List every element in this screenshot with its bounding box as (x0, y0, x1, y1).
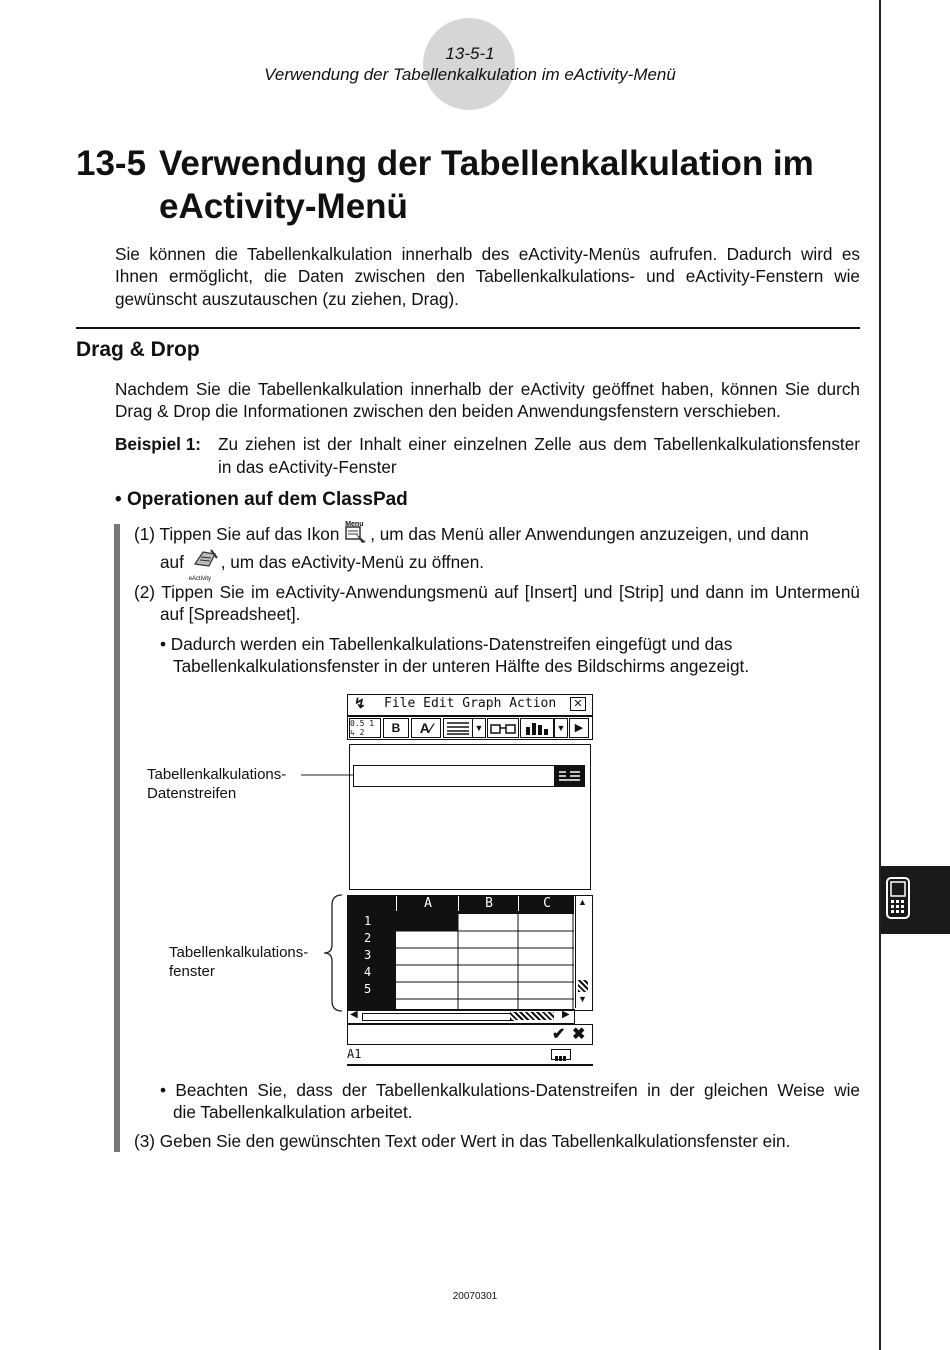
step1-line1 (134, 520, 860, 546)
dropdown-arrow-icon-2[interactable]: ▼ (554, 718, 568, 738)
row-header-bar (348, 914, 396, 1010)
row-header-3[interactable]: 3 (364, 948, 372, 962)
dragdrop-line1: Nachdem Sie die Tabellenkalkulation innerhalb der eActivity geöffnet haben, können Sie durch (115, 379, 860, 399)
row-header-2[interactable]: 2 (364, 931, 372, 945)
menu-bar (347, 694, 593, 716)
window-brace (320, 893, 346, 1013)
bar-graph-icon[interactable] (520, 718, 554, 738)
step1-text-a: (1) Tippen Sie auf das Ikon (134, 524, 340, 544)
step1-line2 (160, 550, 485, 582)
battery-icon (551, 1049, 571, 1060)
step1-text-c: auf (160, 552, 184, 572)
cell-grid[interactable] (396, 914, 574, 1010)
fraction-convert-icon[interactable]: 0.5 1 ↳ 2 (349, 718, 381, 738)
ops-heading (115, 489, 408, 511)
bullet1-line2: Tabellenkalkulationsfenster in der unteren Hälfte des Bildschirms angezeigt. (173, 656, 750, 676)
strip-label-line2: Datenstreifen (147, 785, 237, 802)
intro-line3: gewünscht auszutauschen (zu ziehen, Drag). (115, 289, 459, 309)
bullet-dot: • (115, 489, 127, 510)
step1-text-b: , um das Menü aller Anwendungen anzuzeigen, und dann (370, 524, 809, 544)
dropdown-arrow-icon[interactable]: ▼ (472, 718, 486, 738)
dragdrop-line2: Drag & Drop die Informationen zwischen den beiden Anwendungsfenstern verschieben. (115, 401, 781, 421)
column-header-a[interactable]: A (396, 896, 459, 911)
scroll-right-small-icon[interactable]: ▶ (562, 1009, 570, 1020)
example-line2: in das eActivity-Fenster (218, 457, 397, 477)
cancel-icon[interactable]: ✖ (572, 1026, 586, 1043)
intro-line1: Sie können die Tabellenkalkulation innerhalb des eActivity-Menüs aufrufen. Dadurch wird es (115, 244, 860, 264)
scroll-down-icon[interactable]: ▼ (578, 994, 587, 1004)
status-cell-ref: A1 (347, 1047, 362, 1061)
align-icon[interactable] (443, 718, 473, 738)
calculator-icon (881, 866, 950, 934)
ops-heading-text: Operationen auf dem ClassPad (126, 489, 408, 510)
status-bar (347, 1046, 593, 1066)
bullet2-line1: • Beachten Sie, dass der Tabellenkalkulations-Datenstreifen in der gleichen Weise wie (160, 1080, 860, 1100)
example-label: Beispiel 1: (115, 434, 201, 454)
close-icon[interactable]: ✕ (570, 697, 586, 711)
window-label-line2: fenster (169, 963, 215, 980)
text-style-icon[interactable]: A⁄ (411, 718, 441, 738)
bullet2-line2: die Tabellenkalkulation arbeitet. (173, 1102, 413, 1122)
scroll-left-icon[interactable]: ◀ (350, 1009, 358, 1020)
intro-line2: Ihnen ermöglicht, die Daten zwischen den Tabellenkalkulations- und eActivity-Fenstern wie (115, 266, 860, 286)
step1-text-d: , um das eActivity-Menü zu öffnen. (220, 552, 485, 572)
vertical-scroll-thumb[interactable] (578, 980, 588, 992)
spreadsheet-strip-icon[interactable] (554, 766, 584, 786)
horizontal-scroll-track[interactable] (362, 1013, 514, 1021)
vertical-scrollbar[interactable] (575, 896, 591, 1008)
bold-button[interactable]: B (383, 718, 409, 738)
example-line1: Zu ziehen ist der Inhalt einer einzelnen Zelle aus dem Tabellenkalkulationsfenster (218, 434, 860, 454)
page-edge-rule (879, 0, 881, 1350)
check-icon[interactable]: ✔ (552, 1026, 566, 1043)
menu-icon-label: Menu (345, 521, 364, 528)
scroll-right-icon[interactable]: ▶ (569, 718, 589, 738)
eactivity-icon-label: eActivity (188, 576, 212, 582)
chapter-number: 13-5 (76, 144, 147, 183)
classpad-screenshot (347, 694, 593, 1066)
eactivity-window (349, 744, 591, 890)
section-rule (76, 327, 860, 329)
eactivity-icon (188, 550, 221, 582)
column-header-c[interactable]: C (518, 896, 575, 911)
chapter-tab (881, 866, 950, 934)
page-number: 13-5-1 (445, 44, 495, 63)
view-window-icon[interactable] (487, 718, 519, 738)
spreadsheet-window (347, 895, 593, 1011)
step2-line2: auf [Spreadsheet]. (160, 604, 301, 624)
running-title: Verwendung der Tabellenkalkulation im eActivity-Menü (264, 65, 676, 84)
bullet1-line1: • Dadurch werden ein Tabellenkalkulations-Datenstreifen eingefügt und das (160, 634, 733, 654)
chapter-title-line2: eActivity-Menü (159, 187, 408, 226)
horizontal-scrollbar[interactable] (347, 1009, 575, 1024)
section-title: Drag & Drop (76, 338, 200, 361)
row-header-5[interactable]: 5 (364, 982, 372, 996)
window-label-line1: Tabellenkalkulations- (169, 944, 309, 961)
step2-line1: (2) Tippen Sie im eActivity-Anwendungsmenü auf [Insert] und [Strip] und dann im Untermenü (134, 582, 860, 602)
spreadsheet-data-strip[interactable] (353, 765, 585, 787)
row-header-1[interactable]: 1 (364, 914, 372, 928)
footer-code: 20070301 (452, 1291, 498, 1302)
column-header-b[interactable]: B (458, 896, 519, 911)
step3-line: (3) Geben Sie den gewünschten Text oder Wert in das Tabellenkalkulationsfenster ein. (134, 1131, 791, 1151)
chapter-title-line1: Verwendung der Tabellenkalkulation im (159, 144, 814, 183)
menu-chevron-icon[interactable]: ↯ (354, 695, 366, 711)
horizontal-scroll-thumb[interactable] (510, 1012, 554, 1020)
toolbar (347, 716, 593, 740)
strip-label-line1: Tabellenkalkulations- (147, 766, 287, 783)
procedure-bar (114, 524, 120, 1152)
row-header-4[interactable]: 4 (364, 965, 372, 979)
menu-items[interactable]: File Edit Graph Action (384, 696, 557, 711)
header-circle (423, 18, 515, 110)
scroll-up-icon[interactable]: ▲ (578, 897, 587, 907)
menu-icon (344, 520, 370, 546)
entry-line[interactable] (347, 1024, 593, 1045)
